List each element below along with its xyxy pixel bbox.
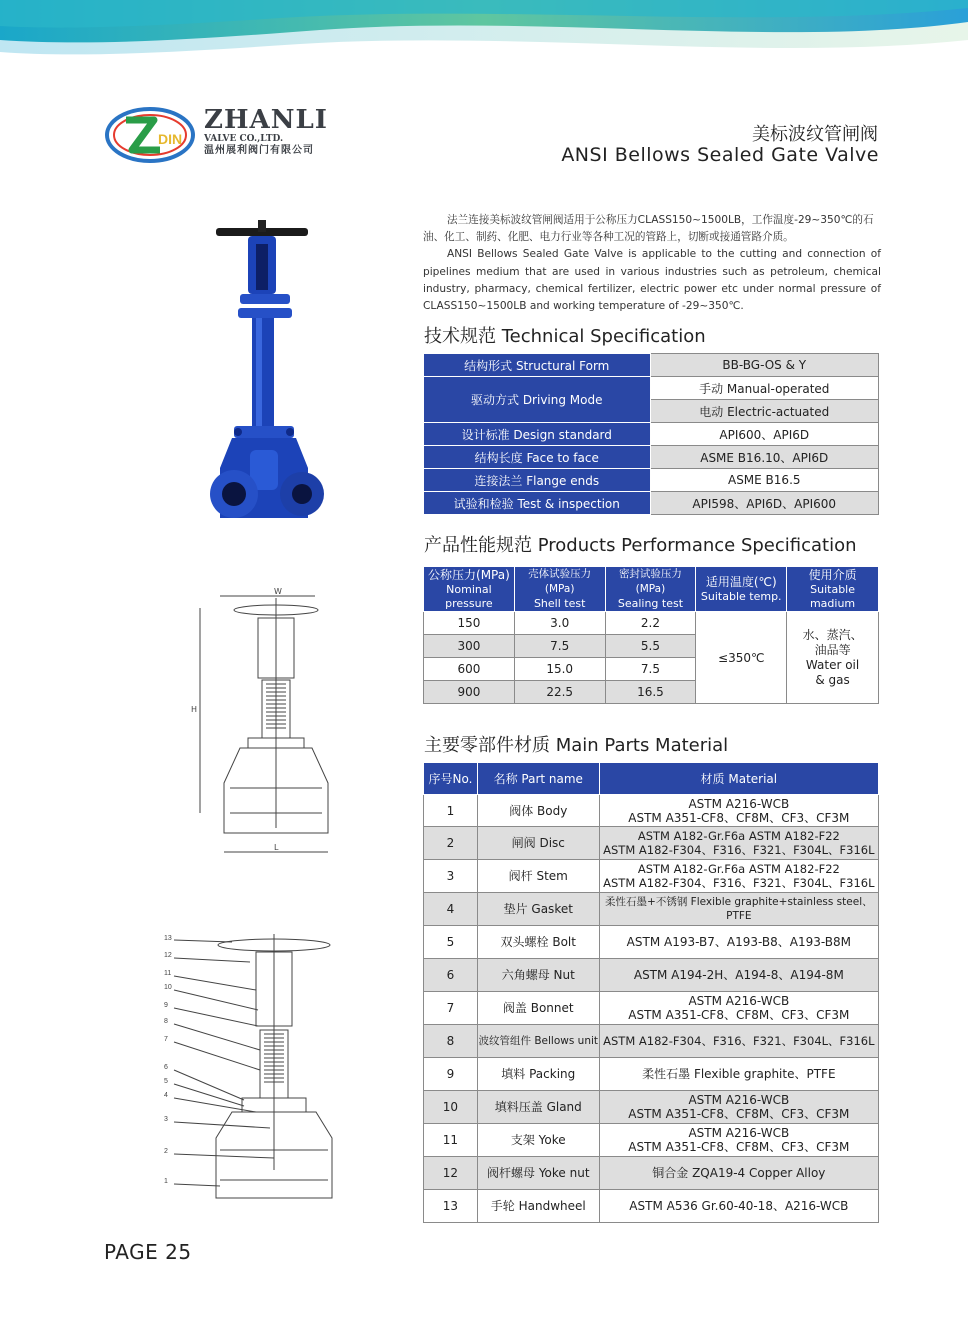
intro-en: ANSI Bellows Sealed Gate Valve is applicable to the cutting and connection of pipelines medium that are used in various industries such as petroleum, chemical industry, pharmacy, chemical fertilizer, electric power etc under normal pressure of CLASS150~1500LB and working temperature of -29~350℃. (423, 248, 881, 313)
part-no: 9 (424, 1058, 478, 1091)
table-row (424, 827, 879, 860)
table-row (424, 354, 879, 377)
page-number: PAGE 25 (104, 1240, 192, 1264)
dimension-h-label: H (191, 705, 198, 714)
part-material: 铜合金 ZQA19-4 Copper Alloy (599, 1157, 878, 1190)
callout-label: 13 (164, 935, 172, 942)
col-header: 使用介质 Suitable madium (787, 567, 879, 612)
dimension-drawing (190, 588, 340, 868)
col-header: 适用温度(℃) Suitable temp. (696, 567, 787, 612)
callout-label: 1 (164, 1178, 168, 1185)
part-name: 填料压盖 Gland (477, 1091, 599, 1124)
col-header-name: 名称 Part name (477, 763, 599, 795)
table-cell: 7.5 (514, 635, 605, 658)
table-row (424, 446, 879, 469)
performance-title: 产品性能规范 Products Performance Specification (424, 535, 857, 556)
part-name: 填料 Packing (477, 1058, 599, 1091)
callout-label: 6 (164, 1064, 168, 1071)
part-material: ASTM A182-Gr.F6a ASTM A182-F22 ASTM A182-F304、F316、F321、F304L、F316L (599, 827, 878, 860)
table-row (424, 1124, 879, 1157)
table-row (424, 795, 879, 827)
part-no: 3 (424, 860, 478, 893)
part-material: ASTM A216-WCB ASTM A351-CF8、CF8M、CF3、CF3M (599, 992, 878, 1025)
table-row (424, 377, 879, 400)
spec-label: 设计标准 Design standard (424, 423, 651, 446)
part-no: 1 (424, 795, 478, 827)
spec-label: 结构形式 Structural Form (424, 354, 651, 377)
table-cell: 16.5 (605, 681, 696, 704)
part-material: ASTM A182-Gr.F6a ASTM A182-F22 ASTM A182-F304、F316、F321、F304L、F316L (599, 860, 878, 893)
table-header-row (424, 567, 879, 612)
table-row (424, 1058, 879, 1091)
spec-value: API600、API6D (650, 423, 879, 446)
part-name: 支架 Yoke (477, 1124, 599, 1157)
zhanli-logo-icon (104, 106, 196, 164)
spec-value: 电动 Electric-actuated (650, 400, 879, 423)
spec-label: 结构长度 Face to face (424, 446, 651, 469)
part-name: 闸阀 Disc (477, 827, 599, 860)
part-name: 阀杆螺母 Yoke nut (477, 1157, 599, 1190)
table-row (424, 423, 879, 446)
table-cell: 5.5 (605, 635, 696, 658)
table-row (424, 959, 879, 992)
spec-label: 连接法兰 Flange ends (424, 469, 651, 492)
part-material: 柔性石墨+不锈钢 Flexible graphite+stainless steel、PTFE (599, 893, 878, 926)
table-row (424, 469, 879, 492)
table-cell: 150 (424, 612, 515, 635)
part-material: ASTM A216-WCB ASTM A351-CF8、CF8M、CF3、CF3M (599, 795, 878, 827)
table-row (424, 612, 879, 635)
table-cell: 600 (424, 658, 515, 681)
part-material: ASTM A182-F304、F316、F321、F304L、F316L (599, 1025, 878, 1058)
table-cell: 2.2 (605, 612, 696, 635)
performance-table (423, 566, 879, 704)
table-cell: 300 (424, 635, 515, 658)
part-name: 阀盖 Bonnet (477, 992, 599, 1025)
callout-label: 5 (164, 1078, 168, 1085)
part-no: 5 (424, 926, 478, 959)
page-title-cn: 美标波纹管闸阀 (752, 124, 878, 145)
intro-text (423, 212, 881, 315)
parts-callout-drawing (160, 930, 340, 1220)
callout-label: 11 (164, 970, 172, 977)
part-material: ASTM A216-WCB ASTM A351-CF8、CF8M、CF3、CF3M (599, 1091, 878, 1124)
callout-label: 4 (164, 1092, 168, 1099)
medium-cn-line2: 油品等 (814, 642, 851, 657)
part-name: 阀体 Body (477, 795, 599, 827)
part-name: 双头螺栓 Bolt (477, 926, 599, 959)
medium-cell (787, 612, 879, 704)
col-header: 密封试验压力(MPa) Sealing test (605, 567, 696, 612)
intro-cn: 法兰连接美标波纹管闸阀适用于公称压力CLASS150~1500LB，工作温度-29~350℃的石油、化工、制药、化肥、电力行业等各种工况的管路上，切断或接通管路介质。 (423, 214, 874, 244)
callout-label: 3 (164, 1116, 168, 1123)
callout-label: 2 (164, 1148, 168, 1155)
table-row (424, 1025, 879, 1058)
part-material: 柔性石墨 Flexible graphite、PTFE (599, 1058, 878, 1091)
tech-spec-table (423, 353, 879, 515)
spec-value: API598、API6D、API600 (650, 492, 879, 515)
medium-cn-line1: 水、蒸汽、 (802, 627, 863, 642)
spec-value: ASME B16.5 (650, 469, 879, 492)
spec-value: BB-BG-OS & Y (650, 354, 879, 377)
callout-label: 9 (164, 1002, 168, 1009)
temp-cell: ≤350℃ (696, 612, 787, 704)
brand-name-en: VALVE CO.,LTD. (204, 134, 284, 144)
part-no: 8 (424, 1025, 478, 1058)
tech-spec-title: 技术规范 Technical Specification (424, 326, 706, 347)
part-name: 手轮 Handwheel (477, 1190, 599, 1223)
table-header-row (424, 763, 879, 795)
col-header-material: 材质 Material (599, 763, 878, 795)
medium-en-line2: & gas (815, 672, 850, 687)
dimension-w-label: W (274, 588, 282, 596)
table-cell: 900 (424, 681, 515, 704)
part-material: ASTM A193-B7、A193-B8、A193-B8M (599, 926, 878, 959)
table-row (424, 1190, 879, 1223)
table-row (424, 926, 879, 959)
part-no: 2 (424, 827, 478, 860)
spec-label: 驱动方式 Driving Mode (424, 377, 651, 423)
svg-text:DIN: DIN (158, 131, 183, 147)
brand-block (204, 106, 328, 157)
callout-label: 7 (164, 1036, 168, 1043)
parts-table (423, 762, 879, 1223)
brand-name: ZHANLI (204, 105, 328, 135)
table-row (424, 492, 879, 515)
table-row (424, 1091, 879, 1124)
part-name: 六角螺母 Nut (477, 959, 599, 992)
col-header: 壳体试验压力(MPa) Shell test (514, 567, 605, 612)
part-no: 13 (424, 1190, 478, 1223)
part-name: 垫片 Gasket (477, 893, 599, 926)
part-name: 波纹管组件 Bellows unit (477, 1025, 599, 1058)
spec-value: 手动 Manual-operated (650, 377, 879, 400)
header-wave-banner (0, 0, 968, 80)
table-row (424, 1157, 879, 1190)
part-material: ASTM A194-2H、A194-8、A194-8M (599, 959, 878, 992)
callout-label: 8 (164, 1018, 168, 1025)
table-row (424, 992, 879, 1025)
table-cell: 22.5 (514, 681, 605, 704)
part-no: 12 (424, 1157, 478, 1190)
col-header: 公称压力(MPa) Nominal pressure (424, 567, 515, 612)
medium-en-line1: Water oil (805, 657, 860, 672)
col-header-no: 序号No. (424, 763, 478, 795)
brand-name-cn: 温州展利阀门有限公司 (204, 145, 314, 156)
part-no: 6 (424, 959, 478, 992)
part-no: 7 (424, 992, 478, 1025)
part-material: ASTM A216-WCB ASTM A351-CF8、CF8M、CF3、CF3M (599, 1124, 878, 1157)
spec-value: ASME B16.10、API6D (650, 446, 879, 469)
callout-label: 12 (164, 952, 172, 959)
table-row (424, 893, 879, 926)
callout-label: 10 (164, 984, 172, 991)
table-cell: 15.0 (514, 658, 605, 681)
part-no: 4 (424, 893, 478, 926)
table-cell: 7.5 (605, 658, 696, 681)
spec-label: 试验和检验 Test & inspection (424, 492, 651, 515)
table-cell: 3.0 (514, 612, 605, 635)
table-row (424, 860, 879, 893)
part-material: ASTM A536 Gr.60-40-18、A216-WCB (599, 1190, 878, 1223)
valve-photo (210, 218, 340, 543)
page-title-en: ANSI Bellows Sealed Gate Valve (561, 144, 879, 166)
part-no: 10 (424, 1091, 478, 1124)
part-no: 11 (424, 1124, 478, 1157)
dimension-l-label: L (274, 843, 279, 852)
part-name: 阀杆 Stem (477, 860, 599, 893)
parts-title: 主要零部件材质 Main Parts Material (424, 735, 729, 756)
